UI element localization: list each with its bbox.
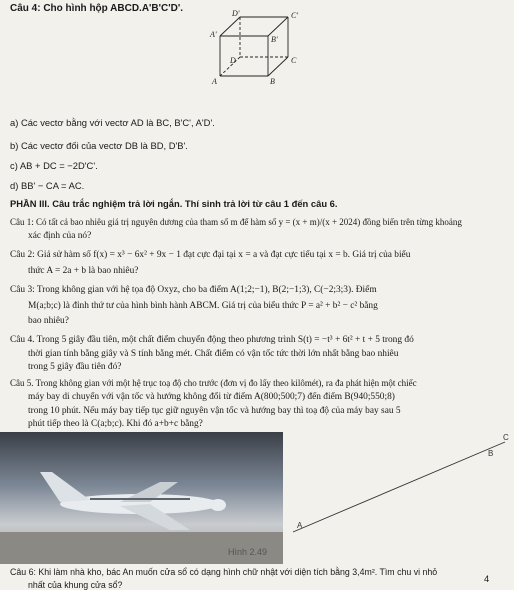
part3-title: PHẦN III. Câu trắc nghiệm trả lời ngắn. Thí sinh trả lời từ câu 1 đến câu 6. [10, 198, 338, 209]
label-A1: A' [210, 30, 217, 39]
part3-q1-line2: xác định của nó? [28, 231, 92, 241]
q4-item-a: a) Các vectơ bằng với vectơ AD là BC, B'C', A'D'. [10, 117, 215, 128]
part3-q5-line2: máy bay di chuyển với vận tốc và hướng không đổi từ điểm A(800;500;7) đến điểm B(940;550;8) [28, 392, 395, 402]
q6-line2: nhất của khung cửa sổ? [28, 580, 123, 590]
point-C-label: C [503, 433, 509, 442]
airplane-icon [0, 432, 283, 564]
flight-path-diagram [283, 432, 513, 572]
part3-q5-line4: phút tiếp theo là C(a;b;c). Khi đó a+b+c bằng? [28, 419, 203, 429]
parallelepiped-figure [188, 10, 318, 102]
label-B1: B' [271, 35, 278, 44]
label-A: A [212, 77, 217, 86]
part3-q4-line1: Câu 4. Trong 5 giây đầu tiên, một chất điểm chuyển động theo phương trình S(t) = −t³ + 6t² + t + 5 trong đó [10, 335, 414, 345]
part3-q2-line1: Câu 2: Giả sử hàm số f(x) = x³ − 6x² + 9x − 1 đạt cực đại tại x = a và đạt cực tiểu tại x = b. Giá trị của biểu [10, 250, 411, 260]
page-number: 4 [484, 573, 490, 584]
point-A-label: A [297, 521, 303, 530]
part3-q3-line2: M(a;b;c) là đỉnh thứ tư của hình bình hành ABCM. Giá trị của biểu thức P = a² + b² − c² bằng [28, 301, 378, 311]
label-B: B [270, 77, 275, 86]
label-C: C [291, 56, 297, 65]
airplane-photo [0, 432, 283, 564]
question-4-header: Câu 4: Cho hình hộp ABCD.A'B'C'D'. [10, 3, 184, 14]
part3-q3-line1: Câu 3: Trong không gian với hệ tọa độ Oxyz, cho ba điểm A(1;2;−1), B(2;−1;3), C(−2;3;3). Điểm [10, 285, 377, 295]
q4-item-c: c) AB + DC = −2D'C'. [10, 160, 98, 171]
q4-item-d: d) BB' − CA = AC. [10, 180, 85, 191]
label-C1: C' [291, 11, 299, 20]
part3-q4-line2: thời gian tính bằng giây và S tính bằng mét. Chất điểm có vận tốc tức thời lớn nhất bằng bao nhiêu [28, 349, 399, 359]
part3-q4-line3: trong 5 giây đầu tiên đó? [28, 362, 122, 372]
label-D1: D' [232, 10, 240, 18]
q4-item-b: b) Các vectơ đối của vectơ DB là BD, D'B'. [10, 140, 188, 151]
q6-line1: Câu 6: Khi làm nhà kho, bác An muốn cửa sổ có dạng hình chữ nhật với diện tích bằng 3,4m². Tìm chu vi nhỏ [10, 567, 438, 577]
point-B-label: B [488, 449, 494, 458]
part3-q5-line1: Câu 5. Trong không gian với một hệ trục toạ độ cho trước (đơn vị đo lấy theo kilômét), ra đa phát hiện một chiếc [10, 378, 417, 388]
figure-caption: Hình 2.49 [228, 547, 268, 557]
label-D: D [230, 56, 236, 65]
part3-q1-line1: Câu 1: Có tất cả bao nhiêu giá trị nguyên dương của tham số m để hàm số y = (x + m)/(x + 2024) đồng biến trên từng khoảng [10, 217, 462, 227]
part3-q3-line3: bao nhiêu? [28, 316, 69, 326]
part3-q2-line2: thức A = 2a + b là bao nhiêu? [28, 266, 139, 276]
part3-q5-line3: trong 10 phút. Nếu máy bay tiếp tục giữ nguyên vận tốc và hướng bay thì toạ độ của máy bay sau 5 [28, 406, 401, 416]
